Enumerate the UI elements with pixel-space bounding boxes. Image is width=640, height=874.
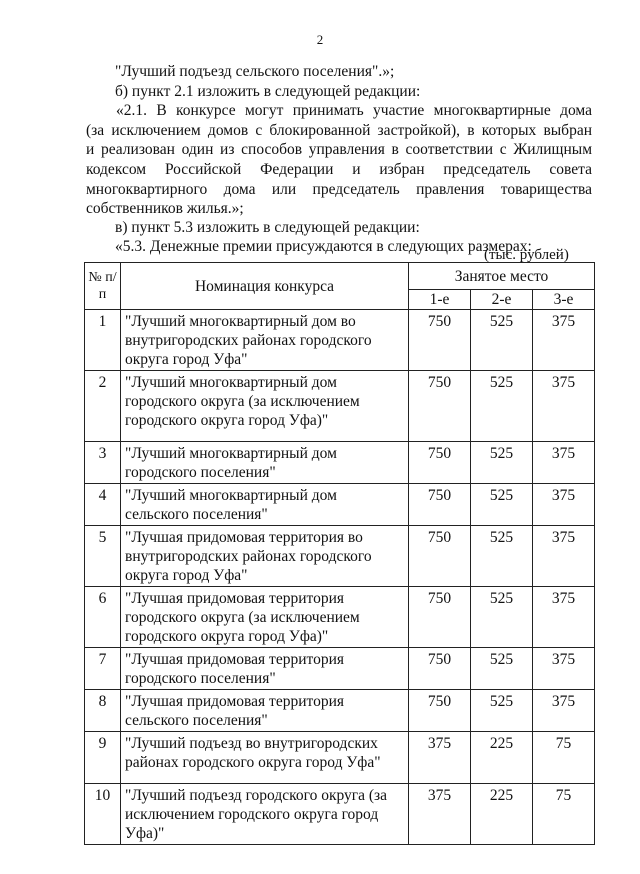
row-place-3-value: 375 [533,310,595,371]
text-line-6: кодексом Российской Федерации и избран председатель совета [86,161,592,178]
row-nomination: "Лучший многоквартирный дом городского поселения" [121,442,409,484]
text-line-8: собственников жилья.»; [86,200,244,217]
row-number: 8 [85,690,121,732]
header-place: Занятое место [409,263,595,290]
row-nomination: "Лучший подъезд во внутригородских районах городского округа город Уфа" [121,732,409,784]
row-place-2-value: 525 [471,690,533,732]
table-row [85,690,595,732]
row-number: 5 [85,526,121,587]
row-place-1-value: 750 [409,310,471,371]
row-nomination: "Лучший подъезд городского округа (за исключением городского округа город Уфа)" [121,784,409,845]
text-line-3: «2.1. В конкурсе могут принимать участие многоквартирные дома [116,102,592,119]
table-row [85,732,595,784]
text-line-1: "Лучший подъезд сельского поселения".»; [115,63,395,80]
text-line-2: б) пункт 2.1 изложить в следующей редакции: [115,83,421,100]
row-place-3-value: 75 [533,732,595,784]
row-place-2-value: 525 [471,442,533,484]
row-place-1-value: 375 [409,732,471,784]
row-number: 1 [85,310,121,371]
row-place-2-value: 525 [471,526,533,587]
header-number-label: № п/п [88,270,117,302]
row-place-2-value: 525 [471,371,533,442]
table-row [85,371,595,442]
row-place-2-value: 225 [471,784,533,845]
row-place-3-value: 375 [533,526,595,587]
row-place-2-value: 525 [471,648,533,690]
row-place-2-value: 525 [471,587,533,648]
text-line-4: (за исключением домов с блокированной застройкой), в которых выбран [86,122,592,139]
row-number: 7 [85,648,121,690]
row-place-3-value: 375 [533,371,595,442]
row-place-1-value: 750 [409,648,471,690]
header-place-2: 2-е [471,290,533,310]
text-line-9: в) пункт 5.3 изложить в следующей редакции: [115,219,420,236]
row-place-2-value: 525 [471,484,533,526]
row-place-1-value: 750 [409,690,471,732]
row-place-1-value: 750 [409,526,471,587]
header-nomination: Номинация конкурса [121,263,409,310]
text-line-5: и реализован один из способов управления в соответствии с Жилищным [86,141,592,158]
row-nomination: "Лучшая придомовая территория городского округа (за исключением городского округа город Уфа)" [121,587,409,648]
row-number: 3 [85,442,121,484]
row-place-1-value: 750 [409,442,471,484]
text-line-10: «5.3. Денежные премии присуждаются в следующих размерах: [115,238,532,255]
row-place-1-value: 375 [409,784,471,845]
row-place-1-value: 750 [409,371,471,442]
row-place-2-value: 225 [471,732,533,784]
table-row [85,484,595,526]
row-place-3-value: 75 [533,784,595,845]
row-place-3-value: 375 [533,690,595,732]
row-nomination: "Лучший многоквартирный дом во внутригородских районах городского округа город Уфа" [121,310,409,371]
row-nomination: "Лучшая придомовая территория городского поселения" [121,648,409,690]
row-place-2-value: 525 [471,310,533,371]
row-place-3-value: 375 [533,442,595,484]
prize-table [84,262,595,845]
unit-label: (тыс. рублей) [484,247,569,263]
row-number: 6 [85,587,121,648]
page-number: 2 [316,32,324,47]
row-nomination: "Лучшая придомовая территория во внутригородских районах городского округа город Уфа" [121,526,409,587]
table-row [85,587,595,648]
row-number: 2 [85,371,121,442]
row-place-3-value: 375 [533,587,595,648]
table-row [85,526,595,587]
row-place-3-value: 375 [533,648,595,690]
row-number: 10 [85,784,121,845]
row-place-1-value: 750 [409,587,471,648]
row-nomination: "Лучшая придомовая территория сельского поселения" [121,690,409,732]
row-nomination: "Лучший многоквартирный дом городского округа (за исключением городского округа город Уфа)" [121,371,409,442]
table-row [85,784,595,845]
header-number [85,263,121,310]
table-row [85,442,595,484]
table-row [85,648,595,690]
header-place-1: 1-е [409,290,471,310]
row-place-3-value: 375 [533,484,595,526]
row-place-1-value: 750 [409,484,471,526]
row-number: 4 [85,484,121,526]
table-row [85,310,595,371]
text-line-7: многоквартирного дома или председатель правления товарищества [86,181,592,198]
row-nomination: "Лучший многоквартирный дом сельского поселения" [121,484,409,526]
row-number: 9 [85,732,121,784]
header-place-3: 3-е [533,290,595,310]
